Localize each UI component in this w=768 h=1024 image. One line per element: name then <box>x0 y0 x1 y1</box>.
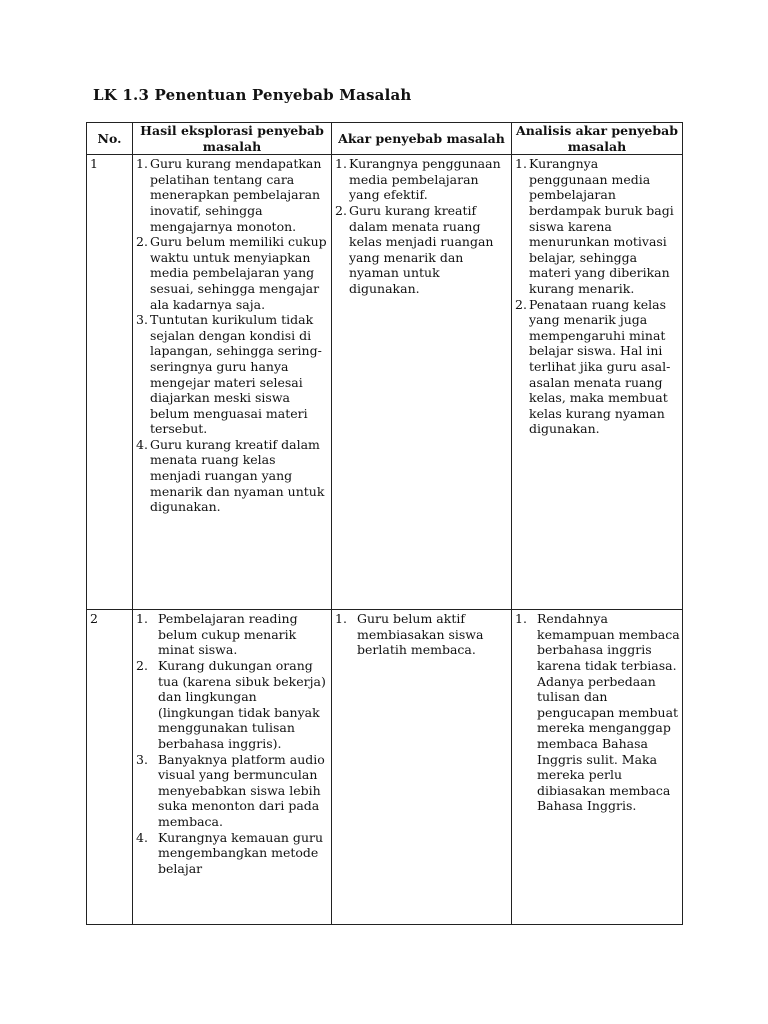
list-item: 2. Kurang dukungan orang tua (karena sibuk bekerja) dan lingkungan (lingkungan tidak banyak menggunakan tulisan berbahasa inggris). <box>136 657 326 751</box>
table-header-row <box>87 123 683 155</box>
analisis-cell <box>512 155 683 610</box>
header-akar-penyebab: Akar penyebab masalah <box>332 123 512 155</box>
list-item: 2. Guru belum memiliki cukup waktu untuk menyiapkan media pembelajaran yang sesuai, sehingga mengajar ala kadarnya saja. <box>136 234 327 312</box>
list-item: 4. Guru kurang kreatif dalam menata ruang kelas menjadi ruangan yang menarik dan nyaman untuk digunakan. <box>136 436 325 515</box>
header-analisis-akar: Analisis akar penyebab masalah <box>512 123 683 155</box>
list-item: 4. Kurangnya kemauan guru mengembangkan metode belajar <box>136 829 324 876</box>
cause-analysis-table <box>86 122 683 925</box>
table-row <box>87 610 683 925</box>
row-number: 1 <box>87 155 133 610</box>
akar-cell <box>332 155 512 610</box>
list-item: 1. Guru belum aktif membiasakan siswa berlatih membaca. <box>335 611 484 658</box>
document-title: LK 1.3 Penentuan Penyebab Masalah <box>93 86 412 104</box>
hasil-cell <box>133 610 332 925</box>
list-item: 1. Rendahnya kemampuan membaca berbahasa inggris karena tidak terbiasa. Adanya perbedaan tulisan dan pengucapan membuat mereka menganggap membaca Bahasa Inggris sulit. Maka mereka perlu dibiasakan membaca Bahasa Inggris. <box>515 611 680 814</box>
list-item: 1. Pembelajaran reading belum cukup menarik minat siswa. <box>136 611 298 658</box>
header-hasil-eksplorasi: Hasil eksplorasi penyebab masalah <box>133 123 332 155</box>
row-number: 2 <box>87 610 133 925</box>
akar-cell <box>332 610 512 925</box>
list-item: 3. Banyaknya platform audio visual yang bermunculan menyebabkan siswa lebih suka menonton dari pada membaca. <box>136 751 325 829</box>
list-item: 1. Guru kurang mendapatkan pelatihan tentang cara menerapkan pembelajaran inovatif, sehingga mengajarnya monoton. <box>136 156 322 234</box>
hasil-cell <box>133 155 332 610</box>
table-row <box>87 155 683 610</box>
akar-list <box>335 611 509 658</box>
hasil-list <box>136 611 329 876</box>
header-no: No. <box>87 123 133 155</box>
analisis-list <box>515 156 680 437</box>
analisis-cell <box>512 610 683 925</box>
list-item: 2. Guru kurang kreatif dalam menata ruang kelas menjadi ruangan yang menarik dan nyaman untuk digunakan. <box>335 202 494 296</box>
analisis-list <box>515 611 680 814</box>
list-item: 2. Penataan ruang kelas yang menarik juga mempengaruhi minat belajar siswa. Hal ini terlihat jika guru asal-asalan menata ruang kelas, maka membuat kelas kurang nyaman digunakan. <box>515 296 671 437</box>
list-item: 1. Kurangnya penggunaan media pembelajaran yang efektif. <box>335 156 501 203</box>
hasil-list <box>136 156 329 515</box>
list-item: 3. Tuntutan kurikulum tidak sejalan dengan kondisi di lapangan, sehingga sering-seringnya guru hanya mengejar materi selesai diajarkan meski siswa belum menguasai materi tersebut. <box>136 312 322 437</box>
akar-list <box>335 156 509 296</box>
list-item: 1. Kurangnya penggunaan media pembelajaran berdampak buruk bagi siswa karena menurunkan motivasi belajar, sehingga materi yang diberikan kurang menarik. <box>515 156 674 296</box>
